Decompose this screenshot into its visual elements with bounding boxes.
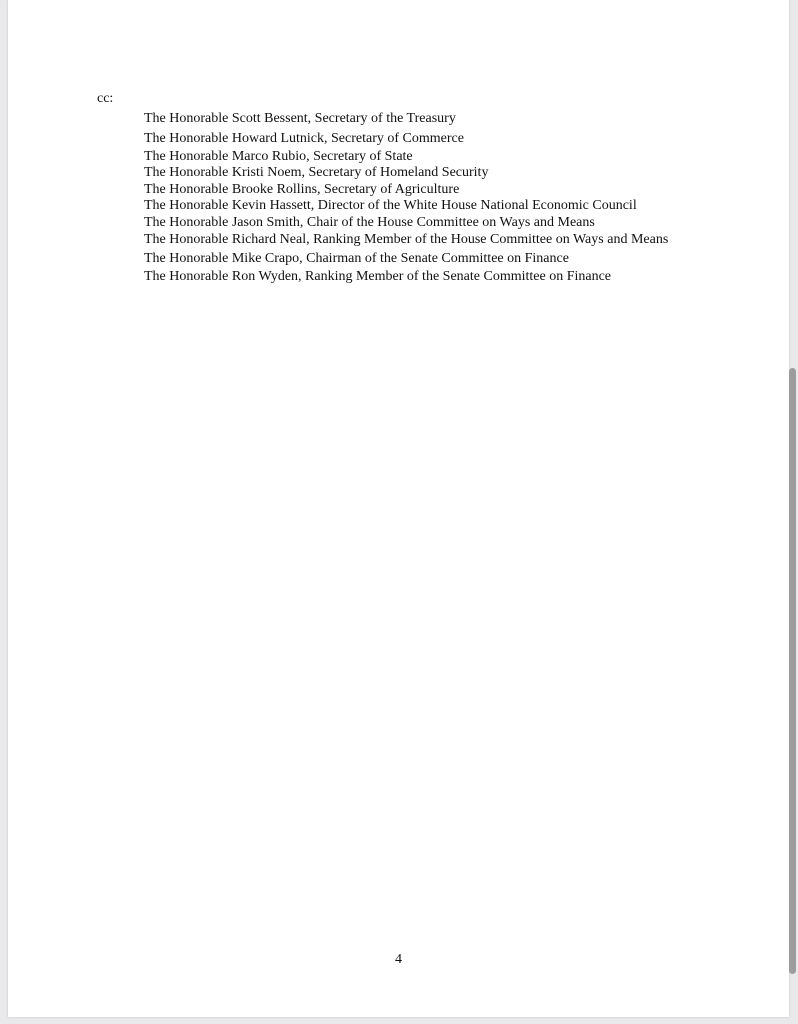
cc-recipient: The Honorable Scott Bessent, Secretary of the Treasury (144, 111, 456, 126)
scrollbar-thumb[interactable] (789, 368, 796, 974)
cc-recipient: The Honorable Marco Rubio, Secretary of State (144, 149, 413, 164)
cc-recipient: The Honorable Jason Smith, Chair of the House Committee on Ways and Means (144, 215, 595, 230)
cc-recipient: The Honorable Richard Neal, Ranking Member of the House Committee on Ways and Means (144, 232, 669, 247)
cc-recipient: The Honorable Kristi Noem, Secretary of Homeland Security (144, 165, 489, 180)
page-number: 4 (395, 952, 402, 967)
cc-recipient: The Honorable Brooke Rollins, Secretary of Agriculture (144, 182, 460, 197)
cc-recipient: The Honorable Ron Wyden, Ranking Member of the Senate Committee on Finance (144, 269, 612, 284)
cc-label: cc: (97, 91, 114, 106)
document-page (8, 0, 789, 1017)
cc-recipient-list (144, 109, 668, 286)
cc-recipient: The Honorable Kevin Hassett, Director of the White House National Economic Council (144, 198, 637, 213)
cc-recipient: The Honorable Howard Lutnick, Secretary of Commerce (144, 131, 464, 146)
cc-recipient: The Honorable Mike Crapo, Chairman of the Senate Committee on Finance (144, 251, 569, 266)
